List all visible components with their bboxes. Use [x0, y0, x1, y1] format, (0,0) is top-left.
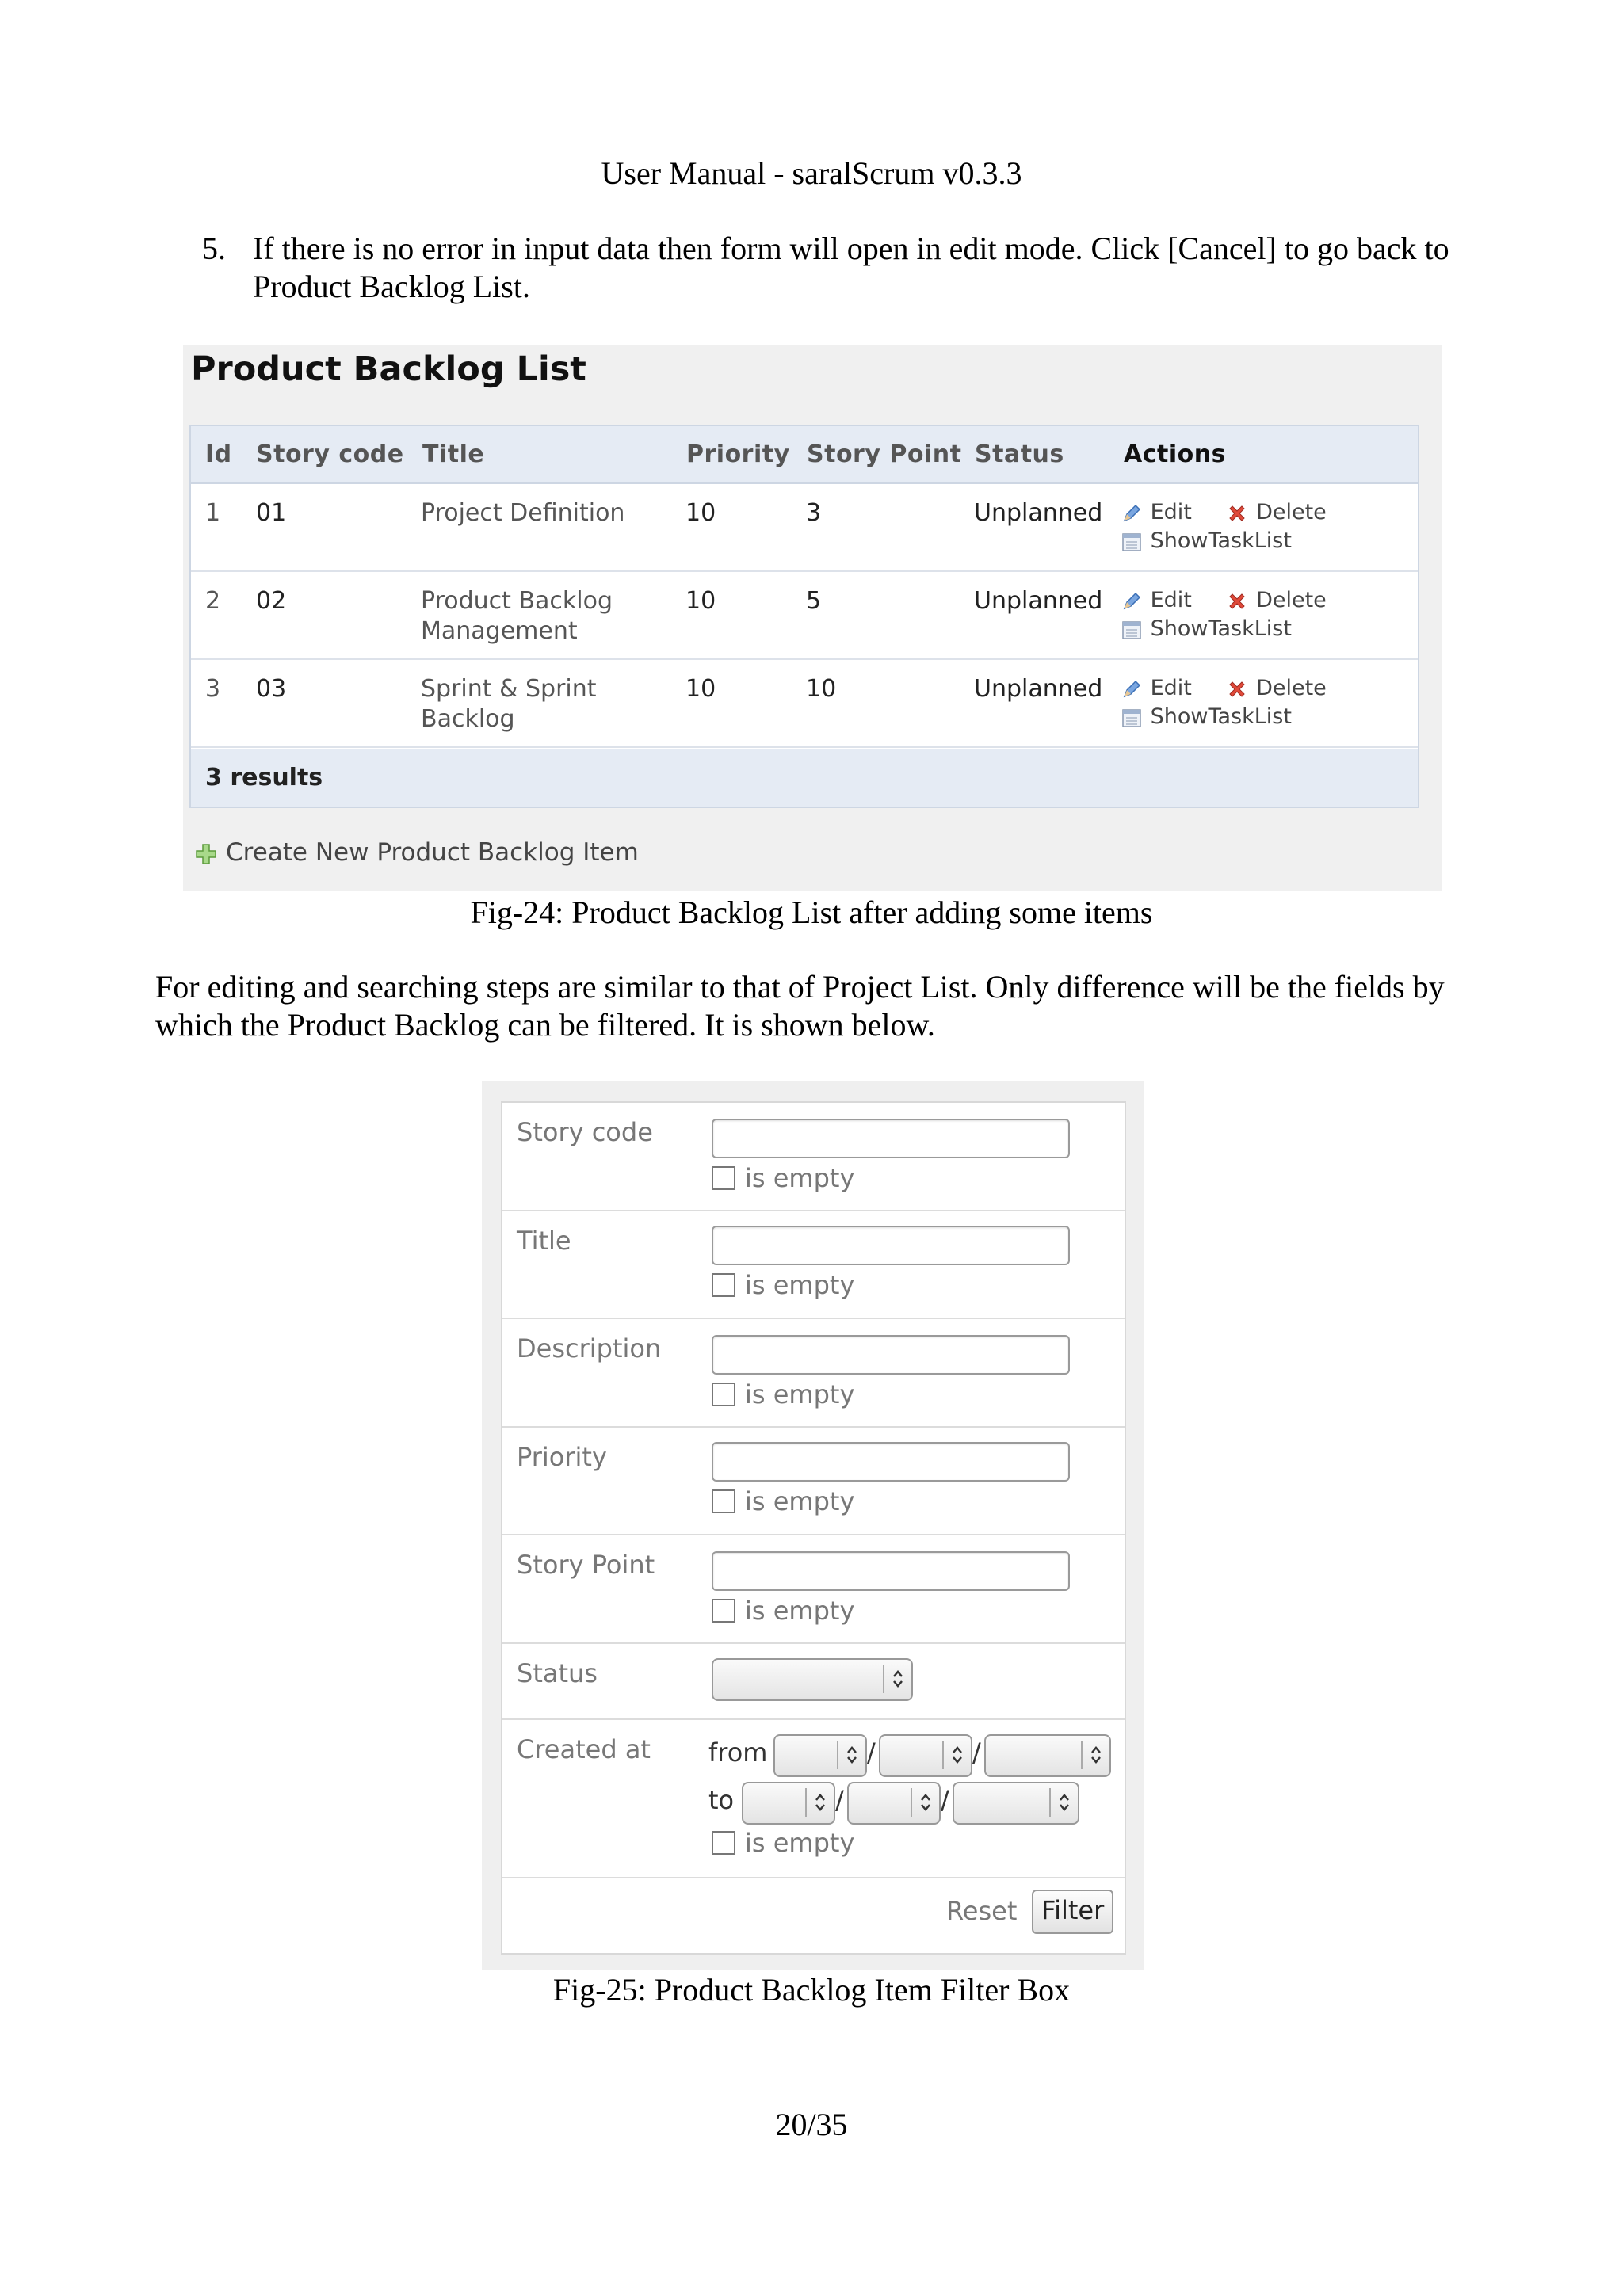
page-number: 20/35 [775, 2107, 848, 2142]
field-label: Created at [517, 1734, 651, 1764]
table-footer [191, 749, 1418, 807]
is-empty-checkbox[interactable]: is empty [712, 1486, 854, 1516]
updown-chevron-icon [918, 1791, 933, 1814]
field-label: Priority [517, 1442, 607, 1472]
figure-24-caption: Fig-24: Product Backlog List after adding some items [470, 894, 1153, 930]
filter-row-title [502, 1211, 1125, 1319]
cell-priority: 10 [685, 587, 716, 615]
updown-chevron-icon [950, 1744, 964, 1766]
is-empty-checkbox[interactable]: is empty [712, 1270, 854, 1300]
updown-chevron-icon [845, 1744, 859, 1766]
cell-title: Project Definition [421, 499, 625, 527]
col-story-point[interactable]: Story Point [807, 441, 962, 468]
cell-title: Product Backlog Management [421, 587, 613, 645]
cell-story-point: 5 [806, 587, 822, 615]
from-day-select[interactable] [773, 1734, 867, 1777]
col-title[interactable]: Title [422, 441, 485, 468]
updown-chevron-icon [1057, 1791, 1071, 1814]
to-month-select[interactable] [847, 1782, 941, 1825]
document-header: User Manual - saralScrum v0.3.3 [601, 155, 1022, 191]
is-empty-checkbox[interactable]: is empty [712, 1379, 854, 1409]
cell-id: 2 [205, 587, 221, 615]
delete-action[interactable]: Delete [1225, 500, 1326, 524]
priority-input[interactable] [712, 1442, 1070, 1482]
page-title: Product Backlog List [191, 349, 586, 389]
row-actions [1120, 674, 1413, 731]
list-icon [1120, 706, 1144, 730]
field-label: Story code [517, 1117, 653, 1147]
table-row [191, 484, 1418, 572]
figure-25-caption: Fig-25: Product Backlog Item Filter Box [552, 1972, 1071, 2008]
from-year-select[interactable] [984, 1734, 1111, 1777]
table-row [191, 572, 1418, 660]
cell-title: Sprint & Sprint Backlog [421, 675, 597, 733]
date-separator: / [867, 1737, 876, 1768]
list-icon [1120, 618, 1144, 642]
cell-story-code: 03 [256, 675, 287, 703]
col-priority[interactable]: Priority [686, 441, 790, 468]
body-paragraph: For editing and searching steps are similar to that of Project List. Only difference will be the fields by which the Product Backlog can be filtered. It is shown below. [155, 969, 1445, 1043]
delete-action[interactable]: Delete [1225, 588, 1326, 612]
filter-box [501, 1101, 1126, 1955]
filter-row-created-at [502, 1720, 1125, 1878]
cell-id: 1 [205, 499, 221, 527]
date-separator: / [941, 1785, 949, 1815]
delete-action[interactable]: Delete [1225, 676, 1326, 700]
edit-action[interactable]: Edit [1120, 588, 1192, 612]
to-label: to [708, 1785, 735, 1815]
pencil-icon [1120, 589, 1144, 613]
field-label: Story Point [517, 1550, 655, 1580]
is-empty-checkbox[interactable]: is empty [712, 1163, 854, 1193]
edit-action[interactable]: Edit [1120, 500, 1192, 524]
filter-row-status [502, 1644, 1125, 1720]
delete-x-icon [1225, 589, 1249, 613]
col-story-code[interactable]: Story code [256, 441, 404, 468]
filter-box-screenshot [482, 1081, 1144, 1970]
cell-status: Unplanned [974, 499, 1103, 527]
product-backlog-list-screenshot [183, 345, 1442, 891]
filter-row-priority [502, 1428, 1125, 1535]
create-new-item-link[interactable]: Create New Product Backlog Item [194, 838, 639, 867]
cell-story-code: 02 [256, 587, 287, 615]
filter-actions [502, 1878, 1125, 1951]
title-input[interactable] [712, 1226, 1070, 1265]
filter-row-description [502, 1319, 1125, 1428]
step-number: 5. [202, 231, 226, 266]
is-empty-checkbox[interactable]: is empty [712, 1596, 854, 1626]
show-task-list-action[interactable]: ShowTaskList [1120, 616, 1292, 641]
filter-row-story-code [502, 1103, 1125, 1211]
step-text: If there is no error in input data then form will open in edit mode. Click [Cancel] to go back to Product Backlog List. [253, 231, 1449, 304]
list-icon [1120, 530, 1144, 554]
delete-x-icon [1225, 502, 1249, 525]
cell-story-point: 3 [806, 499, 822, 527]
row-actions [1120, 498, 1413, 555]
cell-story-code: 01 [256, 499, 287, 527]
is-empty-checkbox[interactable]: is empty [712, 1828, 854, 1858]
cell-id: 3 [205, 675, 221, 703]
field-label: Description [517, 1333, 662, 1363]
table-row [191, 660, 1418, 748]
field-label: Title [517, 1226, 571, 1256]
pencil-icon [1120, 502, 1144, 525]
cell-priority: 10 [685, 675, 716, 703]
row-actions [1120, 586, 1413, 643]
date-separator: / [972, 1737, 981, 1768]
col-status[interactable]: Status [975, 441, 1064, 468]
show-task-list-action[interactable]: ShowTaskList [1120, 528, 1292, 553]
to-year-select[interactable] [953, 1782, 1079, 1825]
cell-story-point: 10 [806, 675, 837, 703]
story-code-input[interactable] [712, 1119, 1070, 1158]
field-label: Status [517, 1658, 598, 1688]
to-day-select[interactable] [742, 1782, 835, 1825]
cell-status: Unplanned [974, 675, 1103, 703]
delete-x-icon [1225, 677, 1249, 701]
filter-row-story-point [502, 1535, 1125, 1644]
description-input[interactable] [712, 1335, 1070, 1375]
date-separator: / [835, 1785, 844, 1815]
from-label: from [708, 1737, 768, 1768]
updown-chevron-icon [1089, 1744, 1103, 1766]
status-select[interactable] [712, 1658, 913, 1701]
results-count: 3 results [205, 764, 323, 791]
col-id[interactable]: Id [205, 441, 232, 468]
table-header [191, 426, 1418, 484]
filter-button[interactable]: Filter [1032, 1890, 1113, 1934]
story-point-input[interactable] [712, 1551, 1070, 1591]
updown-chevron-icon [813, 1791, 827, 1814]
from-month-select[interactable] [879, 1734, 972, 1777]
show-task-list-action[interactable]: ShowTaskList [1120, 704, 1292, 729]
updown-chevron-icon [891, 1668, 905, 1690]
cell-status: Unplanned [974, 587, 1103, 615]
plus-icon [194, 842, 218, 866]
reset-link[interactable]: Reset [946, 1896, 1018, 1926]
pencil-icon [1120, 677, 1144, 701]
edit-action[interactable]: Edit [1120, 676, 1192, 700]
cell-priority: 10 [685, 499, 716, 527]
col-actions: Actions [1124, 441, 1226, 468]
product-backlog-table [189, 425, 1419, 808]
